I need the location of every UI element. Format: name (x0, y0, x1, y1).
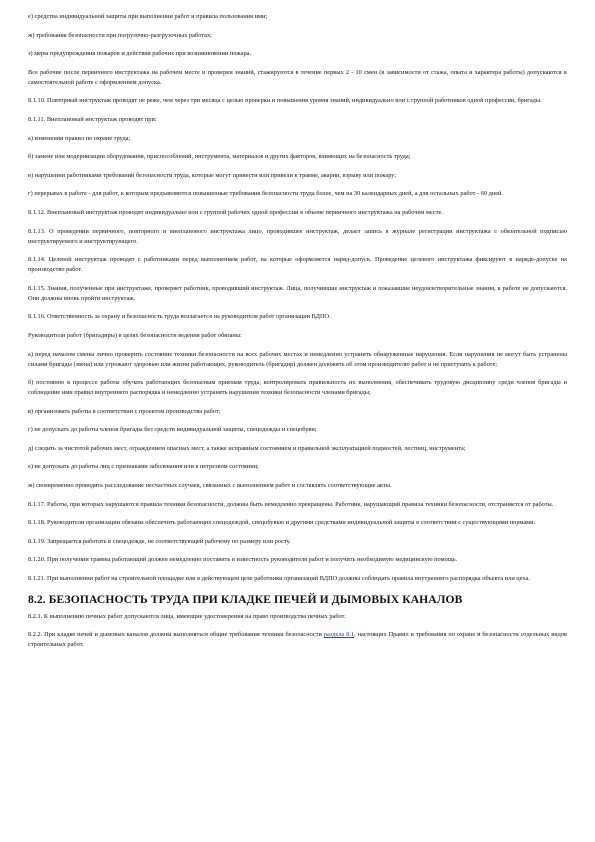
document-paragraph: а) изменении правил по охране труда; (28, 134, 131, 142)
document-paragraph: 8.1.18. Руководители организации обязаны обеспечить работающих спецодеждой, спецобувью и другими средствами индивидуальной защиты в соответствии с существующими нормами. (28, 519, 536, 527)
document-paragraph: 8.1.20. При получении травмы работающий должен немедленно поставить в известность руководителя работ и получить необходимую медицинскую помощь. (28, 556, 458, 564)
section-8-1-link[interactable]: раздела 8.1 (323, 631, 355, 639)
document-paragraph: 8.1.16. Ответственность за охрану и безопасность труда возлагается на руководителя работ организации ВДПО. (28, 313, 331, 321)
document-paragraph: 8.1.12. Внеплановый инструктаж проводят индивидуально или с группой рабочих одной профессии в объеме первичного инструктажа на рабочем месте. (28, 208, 443, 216)
document-paragraph: 8.1.11. Внеплановый инструктаж проводят при: (28, 115, 157, 123)
paragraph-8-2-2 (28, 630, 567, 650)
document-paragraph: в) организовать работы в соответствии с проектом производства работ; (28, 407, 221, 415)
document-paragraph: 8.1.13. О проведении первичного, повторного и внепланового инструктажа лицо, проводившее инструктаж, делает запись в журнале регистрации инструктажа с обязательной подписью инструктируемого и инструктирующего. (28, 227, 567, 245)
section-heading: 8.2. БЕЗОПАСНОСТЬ ТРУДА ПРИ КЛАДКЕ ПЕЧЕЙ И ДЫМОВЫХ КАНАЛОВ (28, 592, 463, 606)
document-paragraph: д) следить за чистотой рабочих мест, ограждением опасных мест, а также исправным состоянием и правильной эксплуатацией подмостей, лестниц, инструмента; (28, 444, 466, 452)
document-paragraph: 8.1.21. При выполнении работ на строительной площадке или в действующем цехе работники организаций ВДПО должны соблюдать правила внутреннего распорядка объекта или цеха. (28, 575, 530, 583)
document-paragraph: г) перерывах в работе - для работ, к которым предъявляются повышенные требования безопасности труда более, чем на 30 календарных дней, а для остальных работ - 60 дней. (28, 190, 504, 198)
document-paragraph: з) меры предупреждения пожаров и действия рабочих при возникновении пожара. (28, 50, 252, 58)
document-paragraph: 8.1.14. Целевой инструктаж проводят с работниками перед выполнением работ, на которые оформляется наряд-допуск. Проведение целевого инструктажа фиксируют в наряде-допуске на производство работ. (28, 256, 567, 274)
document-paragraph: г) не допускать до работы членов бригады без средств индивидуальной защиты, спецодежды и спецобуви; (28, 426, 317, 434)
paragraph-text-before-link: 8.2.2. При кладке печей и дымовых каналов должны выполняться общие требования техники безопасности (28, 631, 324, 639)
document-paragraph: б) замене или модернизации оборудования, приспособлений, инструмента, материалов и других факторов, влияющих на безопасность труда; (28, 153, 411, 161)
paragraph-text-after-link: , настоящих Правил и требования по охране и безопасности отдельных видов строительных работ. (28, 631, 568, 649)
document-paragraph: Руководители работ (бригадиры) в целях безопасности ведения работ обязаны: (28, 331, 242, 339)
document-paragraph: 8.2.1. К выполнению печных работ допускаются лица, имеющие удостоверения на право производства печных работ. (28, 612, 346, 620)
document-paragraph: 8.1.17. Работы, при которых нарушаются правила техники безопасности, должны быть немедленно прекращены. Работник, нарушающий правила техники безопасности, отстраняется от работы. (28, 500, 554, 508)
section-8-1-body (28, 12, 567, 584)
document-paragraph: б) постоянно в процессе работы обучать работающих безопасным приемам труда, контролировать правильность их выполнения, обеспечивать трудовую дисциплину среди членов бригады и соблюдение ими правил внутреннего распорядка и немедленно устранять нарушения техники безопасности членами бригады; (28, 379, 567, 397)
document-paragraph: ж) требования безопасности при погрузочно-разгрузочных работах; (28, 31, 212, 39)
section-8-2-body (28, 612, 567, 622)
document-paragraph: в) нарушении работниками требований безопасности труда, которые могут привести или привели к травме, аварии, взрыву или пожару; (28, 171, 397, 179)
document-paragraph: а) перед началом смены лично проверить состояние техники безопасности на всех рабочих местах и немедленно устранить обнаруженные нарушения. Если нарушения не могут быть устранены силами бригады (звена) или угрожают здоровью или жизни работающих, руководитель (бригадир) должен доложить об этом производителю работ и не приступать к работе; (28, 350, 567, 368)
document-paragraph: е) средства индивидуальной защиты при выполнении работ и правила пользования ими; (28, 13, 268, 20)
document-paragraph: е) не допускать до работы лиц с признаками заболевания или в нетрезвом состоянии; (28, 463, 259, 471)
document-paragraph: Все рабочие после первичного инструктажа на рабочем месте и проверки знаний, стажируются в течение первых 2 - 10 смен (в зависимости от стажа, опыта и характера работы) допускаются к самостоятельной работе с оформлением допуска. (28, 68, 567, 86)
document-paragraph: 8.1.19. Запрещается работать в спецодежде, не соответствующей рабочему по размеру или росту. (28, 537, 291, 545)
document-paragraph: ж) своевременно проводить расследование несчастных случаев, связанных с выполнением работ и составлять соответствующие акты. (28, 482, 392, 490)
document-paragraph: 8.1.10. Повторный инструктаж проводят не реже, чем через три месяца с целью проверки и повышения уровня знаний, индивидуально или с группой работников одной профессии, бригады. (28, 97, 542, 105)
document-paragraph: 8.1.15. Знания, полученные при инструктаже, проверяет работник, проводивший инструктаж. Лица, получившие инструктаж и показавшие неудовлетворительные знания, к работе не допускаются. Они должны вновь пройти инструктаж. (28, 284, 567, 302)
